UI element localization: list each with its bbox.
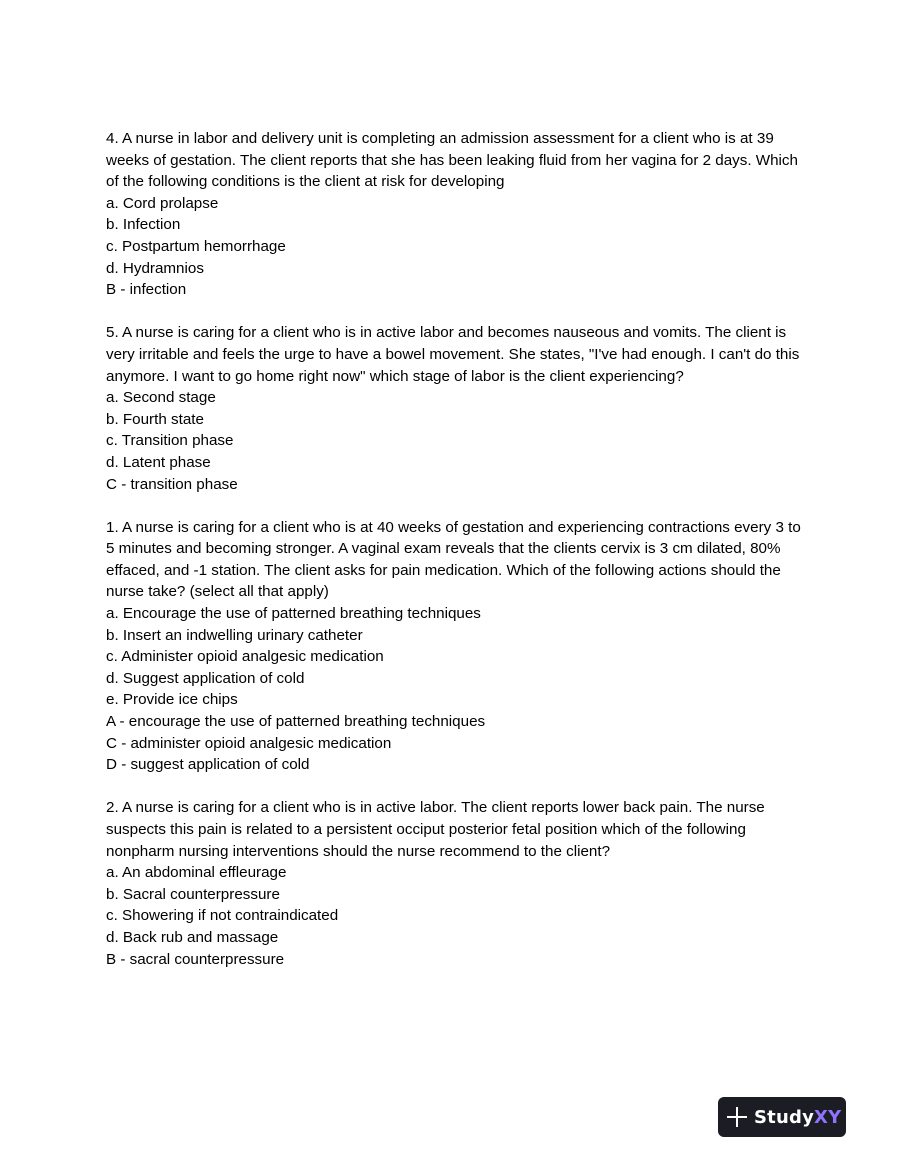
question-stem: 1. A nurse is caring for a client who is at 40 weeks of gestation and experiencing contractions every 3 to 5 minutes and becoming stronger. A vaginal exam reveals that the clients cervix is 3 cm dilated, 80% effaced, and -1 station. The client asks for pain medication. Which of the following actions should the nurse take? (select all that apply): [106, 518, 801, 601]
question-block: [106, 128, 806, 301]
answer-option: b. Infection: [106, 216, 181, 234]
answer-option: a. Second stage: [106, 389, 216, 407]
plus-icon: [726, 1106, 748, 1128]
correct-answer: B - infection: [106, 281, 187, 299]
answer-option: c. Transition phase: [106, 432, 234, 450]
logo-wordmark: [754, 1107, 841, 1128]
correct-answer: B - sacral counterpressure: [106, 950, 285, 968]
answer-option: b. Fourth state: [106, 410, 204, 428]
answer-option: c. Postpartum hemorrhage: [106, 237, 286, 255]
correct-answer: A - encourage the use of patterned breathing techniques: [106, 713, 486, 731]
answer-option: b. Sacral counterpressure: [106, 885, 280, 903]
answer-option: d. Hydramnios: [106, 259, 204, 277]
answer-option: d. Back rub and massage: [106, 928, 279, 946]
answer-option: e. Provide ice chips: [106, 691, 238, 709]
question-stem: 5. A nurse is caring for a client who is in active labor and becomes nauseous and vomits. The client is very irritable and feels the urge to have a bowel movement. She states, "I've had enough. I can't do this anymore. I want to go home right now" which stage of labor is the client experiencing?: [106, 324, 800, 385]
answer-option: c. Administer opioid analgesic medication: [106, 648, 384, 666]
answer-option: d. Latent phase: [106, 453, 211, 471]
studyxy-logo[interactable]: [718, 1097, 846, 1137]
answer-option: c. Showering if not contraindicated: [106, 907, 339, 925]
document-body: [106, 128, 806, 992]
question-block: [106, 797, 806, 970]
answer-option: a. An abdominal effleurage: [106, 864, 287, 882]
answer-option: a. Cord prolapse: [106, 194, 219, 212]
logo-text-main: Study: [754, 1106, 815, 1128]
answer-option: a. Encourage the use of patterned breathing techniques: [106, 605, 481, 623]
correct-answer: C - transition phase: [106, 475, 238, 493]
question-block: [106, 322, 806, 495]
question-block: [106, 517, 806, 776]
correct-answer: D - suggest application of cold: [106, 756, 310, 774]
logo-text-accent: XY: [814, 1106, 842, 1128]
correct-answer: C - administer opioid analgesic medication: [106, 734, 392, 752]
answer-option: b. Insert an indwelling urinary catheter: [106, 626, 363, 644]
question-stem: 2. A nurse is caring for a client who is in active labor. The client reports lower back pain. The nurse suspects this pain is related to a persistent occiput posterior fetal position which of the following nonpharm nursing interventions should the nurse recommend to the client?: [106, 799, 765, 860]
answer-option: d. Suggest application of cold: [106, 669, 305, 687]
question-stem: 4. A nurse in labor and delivery unit is completing an admission assessment for a client who is at 39 weeks of gestation. The client reports that she has been leaking fluid from her vagina for 2 days. Which of the following conditions is the client at risk for developing: [106, 130, 798, 191]
